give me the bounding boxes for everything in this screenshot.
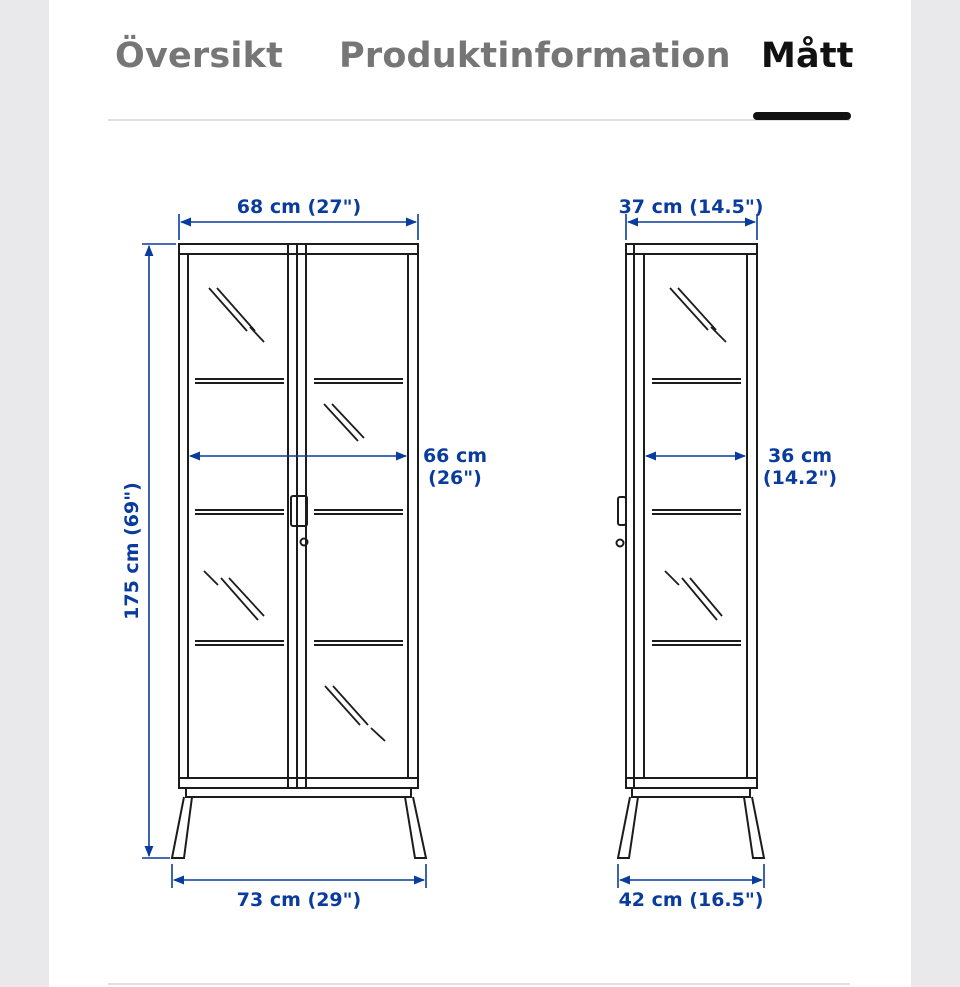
side-inner-depth-label: 36 cm (767, 445, 833, 467)
tab-produktinformation[interactable]: Produktinformation (339, 36, 731, 76)
front-width-top-label: 68 cm (27") (236, 196, 362, 218)
front-width-bottom-label: 73 cm (29") (236, 889, 362, 911)
tab-matt[interactable]: Mått (761, 36, 854, 76)
side-depth-bottom-label: 42 cm (16.5") (618, 889, 764, 911)
front-inner-width-imperial-label: (26") (428, 467, 482, 489)
front-inner-width-label: 66 cm (422, 445, 488, 467)
dimension-lines (142, 214, 764, 888)
side-view-cabinet (617, 244, 765, 858)
front-height-label: 175 cm (69") (121, 482, 143, 620)
side-inner-depth-imperial-label: (14.2") (762, 467, 838, 489)
tab-oversikt[interactable]: Översikt (115, 36, 284, 76)
front-view-cabinet (172, 244, 426, 858)
side-depth-top-label: 37 cm (14.5") (618, 196, 764, 218)
